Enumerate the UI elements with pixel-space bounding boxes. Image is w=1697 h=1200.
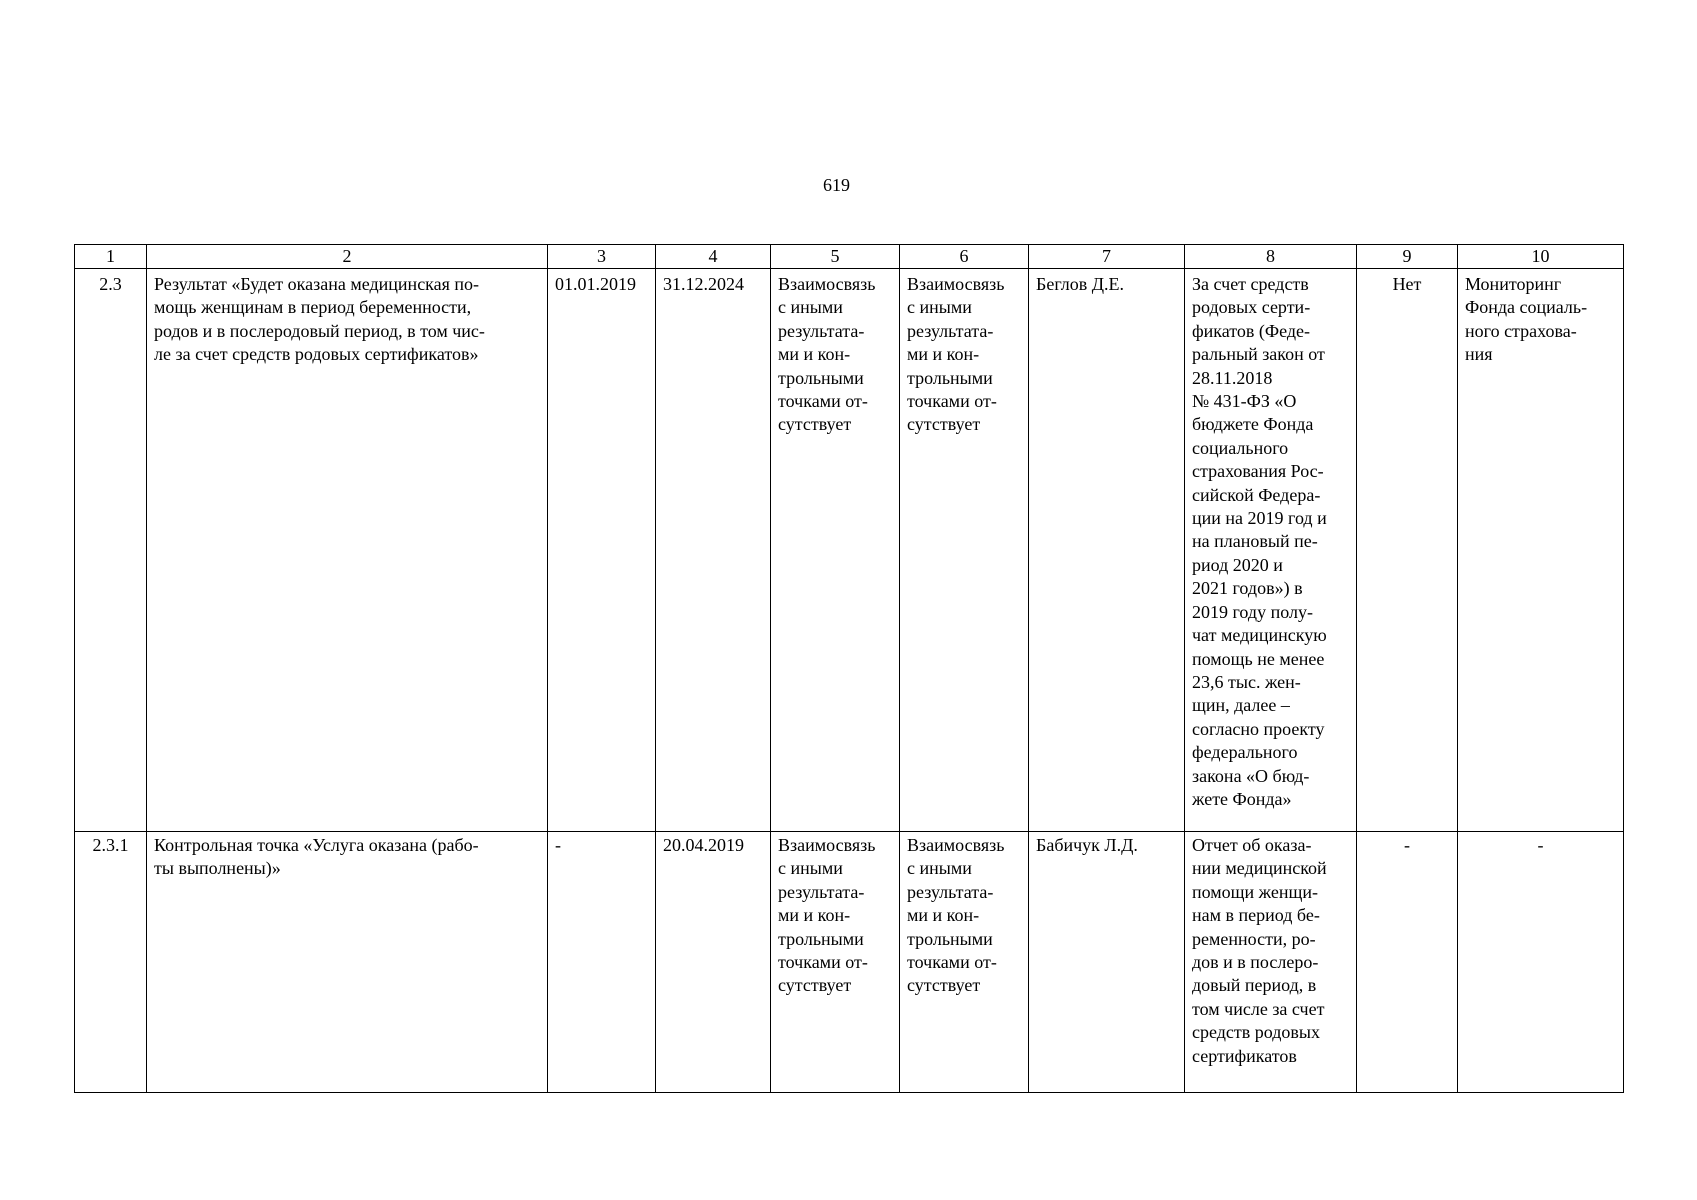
column-header-6: 6: [900, 245, 1029, 269]
row-monitoring: -: [1458, 832, 1624, 1093]
column-header-2: 2: [147, 245, 548, 269]
column-header-9: 9: [1357, 245, 1458, 269]
row-responsible: Беглов Д.Е.: [1029, 269, 1185, 832]
row-relation-next: Взаимосвязь с иными результата- ми и кон- трольными точками от- сутствует: [900, 832, 1029, 1093]
row-relation-previous: Взаимосвязь с иными результата- ми и кон- трольными точками от- сутствует: [771, 832, 900, 1093]
page-number: 619: [823, 175, 850, 195]
column-header-1: 1: [75, 245, 147, 269]
row-end-date: 31.12.2024: [656, 269, 771, 832]
row-relation-next: Взаимосвязь с иными результата- ми и кон- трольными точками от- сутствует: [900, 269, 1029, 832]
row-monitoring: Мониторинг Фонда социаль- ного страхова- ния: [1458, 269, 1624, 832]
row-end-date: 20.04.2019: [656, 832, 771, 1093]
header-row: [75, 245, 1624, 269]
row-start-date: 01.01.2019: [548, 269, 656, 832]
column-header-5: 5: [771, 245, 900, 269]
row-number: 2.3.1: [75, 832, 147, 1093]
column-header-4: 4: [656, 245, 771, 269]
column-header-3: 3: [548, 245, 656, 269]
column-header-10: 10: [1458, 245, 1624, 269]
row-name: Контрольная точка «Услуга оказана (рабо- ты выполнены)»: [147, 832, 548, 1093]
table-row: [75, 832, 1624, 1093]
plan-table: [74, 244, 1624, 1093]
table-body: [75, 269, 1624, 1093]
row-relation-previous: Взаимосвязь с иными результата- ми и кон- трольными точками от- сутствует: [771, 269, 900, 832]
table-row: [75, 269, 1624, 832]
row-start-date: -: [548, 832, 656, 1093]
row-gis: Нет: [1357, 269, 1458, 832]
row-result-type: Отчет об оказа- нии медицинской помощи женщи- нам в период бе- ременности, ро- дов и в послеро- довый период, в том числе за счет средств родовых сертификатов: [1185, 832, 1357, 1093]
row-gis: -: [1357, 832, 1458, 1093]
row-number: 2.3: [75, 269, 147, 832]
row-result-type: За счет средств родовых серти- фикатов (Феде- ральный закон от 28.11.2018 № 431-ФЗ «О бюджете Фонда социального страхования Рос- сийской Федера- ции на 2019 год и на плановый пе- риод 2020 и 2021 годов») в 2019 году полу- чат медицинскую помощь не менее 23,6 тыс. жен- щин, далее – согласно проекту федерального закона «О бюд- жете Фонда»: [1185, 269, 1357, 832]
column-header-8: 8: [1185, 245, 1357, 269]
column-header-7: 7: [1029, 245, 1185, 269]
table-header: [75, 245, 1624, 269]
row-responsible: Бабичук Л.Д.: [1029, 832, 1185, 1093]
row-name: Результат «Будет оказана медицинская по- мощь женщинам в период беременности, родов и в послеродовый период, в том чис- ле за счет средств родовых сертификатов»: [147, 269, 548, 832]
